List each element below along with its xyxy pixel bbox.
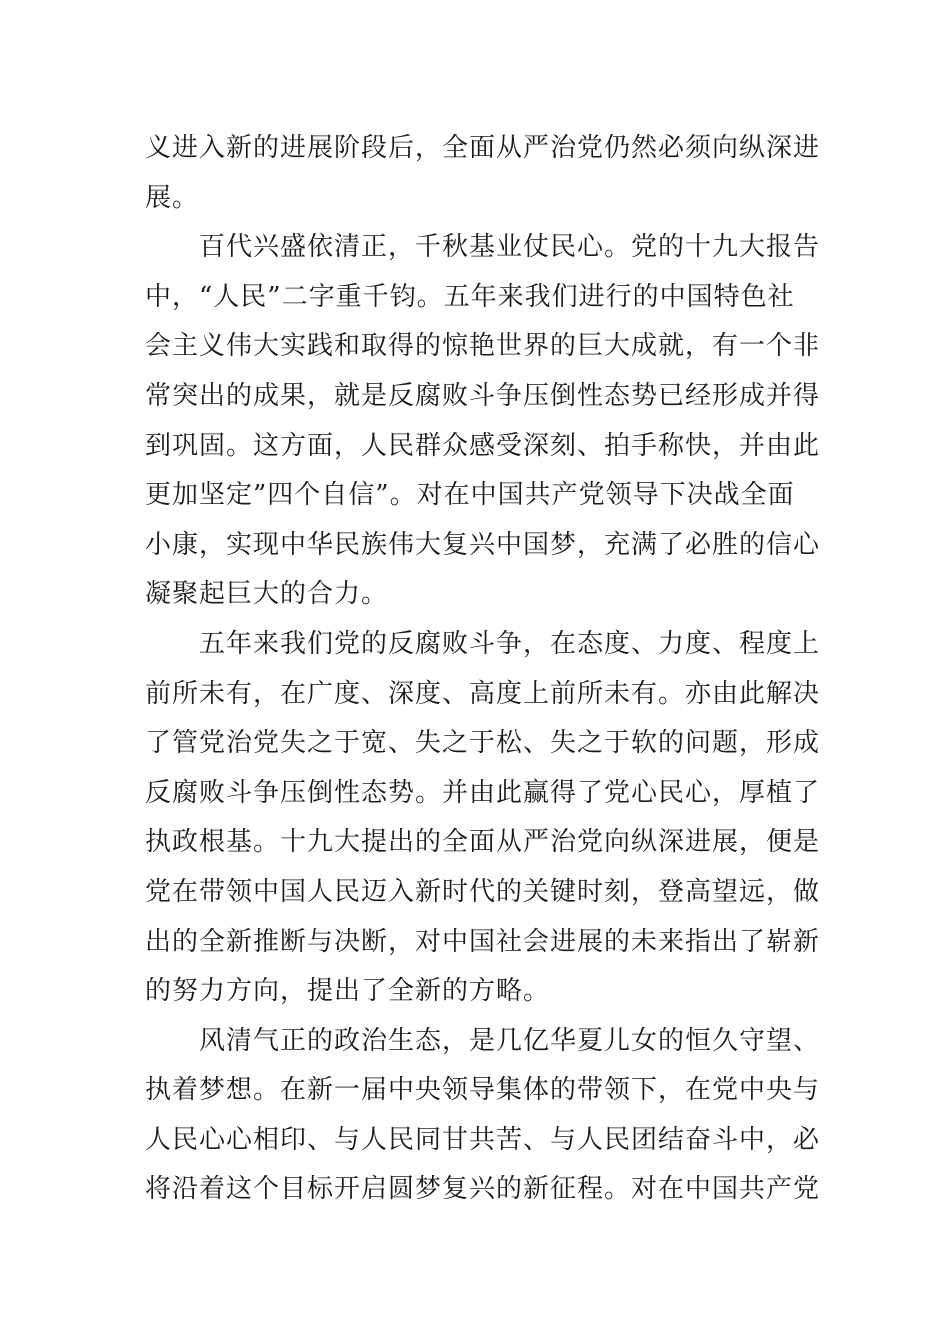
text-line: 出的全新推断与决断，对中国社会进展的未来指出了崭新 xyxy=(145,926,821,957)
text-line: 的努力方向，提出了全新的方略。 xyxy=(145,976,551,1007)
text-line: 中，“人民”二字重千钧。五年来我们进行的中国特色社 xyxy=(145,281,795,312)
text-line: 前所未有，在广度、深度、高度上前所未有。亦由此解决 xyxy=(145,678,821,709)
paragraph-start-line: 百代兴盛依清正，千秋基业仗民心。党的十九大报告 xyxy=(199,232,821,263)
paragraph-start-line: 五年来我们党的反腐败斗争，在态度、力度、程度上 xyxy=(199,628,821,659)
text-line: 反腐败斗争压倒性态势。并由此赢得了党心民心，厚植了 xyxy=(145,777,821,808)
text-line: 义进入新的进展阶段后，全面从严治党仍然必须向纵深进 xyxy=(145,133,821,163)
text-line: 执着梦想。在新一届中央领导集体的带领下，在党中央与 xyxy=(145,1075,821,1106)
text-line: 将沿着这个目标开启圆梦复兴的新征程。对在中国共产党 xyxy=(145,1174,821,1205)
text-line: 人民心心相印、与人民同甘共苦、与人民团结奋斗中，必 xyxy=(145,1124,821,1155)
text-line: 小康，实现中华民族伟大复兴中国梦，充满了必胜的信心 xyxy=(145,529,821,560)
paragraph-start-line: 风清气正的政治生态，是几亿华夏儿女的恒久守望、 xyxy=(199,1025,821,1056)
text-line: 常突出的成果，就是反腐败斗争压倒性态势已经形成并得 xyxy=(145,380,821,411)
text-line: 到巩固。这方面，人民群众感受深刻、拍手称快，并由此 xyxy=(145,430,821,461)
text-line: 执政根基。十九大提出的全面从严治党向纵深进展，便是 xyxy=(145,827,821,858)
text-line: 会主义伟大实践和取得的惊艳世界的巨大成就，有一个非 xyxy=(145,331,821,362)
text-line: 党在带领中国人民迈入新时代的关键时刻，登高望远，做 xyxy=(145,876,821,907)
text-line: 凝聚起巨大的合力。 xyxy=(145,579,389,610)
text-line: 了管党治党失之于宽、失之于松、失之于软的问题，形成 xyxy=(145,728,821,759)
body-text xyxy=(145,124,821,1215)
text-line: 展。 xyxy=(145,182,200,213)
text-line: 更加坚定”四个自信”。对在中国共产党领导下决战全面 xyxy=(145,480,795,511)
